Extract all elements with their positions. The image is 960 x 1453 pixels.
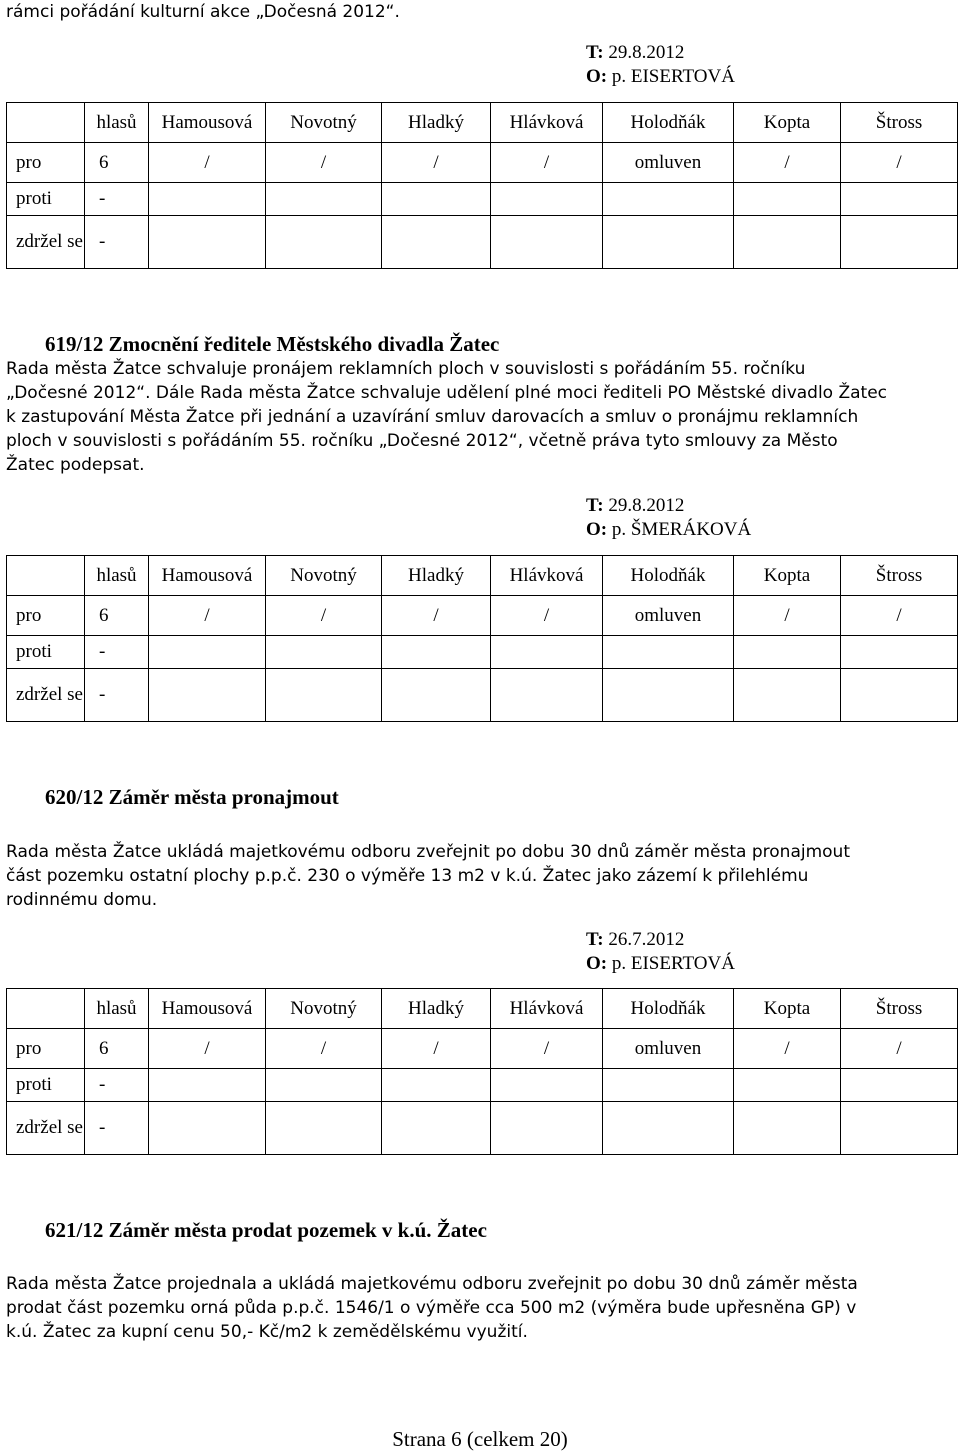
vote-row-zdrzel (7, 216, 958, 269)
vote-row-proti (7, 1069, 958, 1102)
vote-header-row (7, 989, 958, 1029)
vote-row-proti (7, 183, 958, 216)
resolution-text-620 (6, 840, 951, 912)
term-label: T: (586, 929, 604, 950)
vote-label-pro: pro (7, 1029, 85, 1069)
vote-cell: / (841, 143, 958, 183)
vote-label-pro: pro (7, 596, 85, 636)
vote-row-zdrzel (7, 669, 958, 722)
vote-header-cell: Hladký (382, 989, 491, 1029)
vote-cell: - (85, 669, 149, 722)
vote-cell (603, 636, 734, 669)
vote-cell (491, 1069, 603, 1102)
responsible-label: O: (586, 953, 608, 974)
vote-cell: omluven (603, 143, 734, 183)
vote-cell (266, 669, 382, 722)
vote-cell (149, 216, 266, 269)
vote-table-3 (6, 988, 958, 1155)
intro-line: rámci pořádání kulturní akce „Dočesná 2012“. (6, 2, 400, 22)
term-block-620 (586, 928, 735, 976)
vote-header-cell: Hamousová (149, 103, 266, 143)
vote-cell (149, 636, 266, 669)
vote-cell: / (149, 596, 266, 636)
vote-label-proti: proti (7, 1069, 85, 1102)
text-line: k zastupování Města Žatce při jednání a uzavírání smluv darovacích a smluv o pronájmu reklamních (6, 407, 859, 427)
vote-label-zdrzel: zdržel se (7, 669, 85, 722)
vote-cell (491, 216, 603, 269)
vote-cell: - (85, 636, 149, 669)
vote-cell: - (85, 183, 149, 216)
vote-header-cell: Štross (841, 989, 958, 1029)
vote-header-row (7, 103, 958, 143)
vote-row-pro (7, 596, 958, 636)
vote-cell: 6 (85, 596, 149, 636)
vote-row-pro (7, 1029, 958, 1069)
vote-cell (841, 216, 958, 269)
vote-header-empty (7, 103, 85, 143)
page-footer: Strana 6 (celkem 20) (392, 1427, 568, 1451)
vote-cell (382, 636, 491, 669)
text-line: prodat část pozemku orná půda p.p.č. 1546/1 o výměře cca 500 m2 (výměra bude upřesněna GP) v (6, 1298, 857, 1318)
vote-cell (382, 1069, 491, 1102)
vote-cell: 6 (85, 143, 149, 183)
resolution-heading-621: 621/12 Záměr města prodat pozemek v k.ú. Žatec (45, 1218, 487, 1242)
vote-header-cell: Novotný (266, 103, 382, 143)
vote-cell (734, 636, 841, 669)
vote-cell: omluven (603, 596, 734, 636)
vote-cell (266, 1069, 382, 1102)
vote-cell (149, 1102, 266, 1155)
vote-header-cell: Hlávková (491, 103, 603, 143)
text-line: Žatec podepsat. (6, 455, 145, 475)
vote-header-cell: hlasů (85, 103, 149, 143)
vote-cell (382, 669, 491, 722)
vote-cell (266, 183, 382, 216)
vote-cell (841, 1102, 958, 1155)
vote-header-cell: Kopta (734, 989, 841, 1029)
vote-cell (491, 669, 603, 722)
vote-header-cell: Hamousová (149, 556, 266, 596)
text-line: část pozemku ostatní plochy p.p.č. 230 o výměře 13 m2 v k.ú. Žatec jako zázemí k přilehlému (6, 866, 809, 886)
vote-header-cell: Hladký (382, 556, 491, 596)
vote-header-cell: Novotný (266, 556, 382, 596)
vote-cell (603, 1102, 734, 1155)
vote-cell: / (382, 1029, 491, 1069)
vote-header-cell: Štross (841, 103, 958, 143)
term-value: 29.8.2012 (608, 495, 685, 516)
vote-cell (603, 216, 734, 269)
responsible-label: O: (586, 519, 608, 540)
text-line: „Dočesné 2012“. Dále Rada města Žatce schvaluje udělení plné moci řediteli PO Městské divadlo Žatec (6, 383, 888, 403)
vote-row-zdrzel (7, 1102, 958, 1155)
vote-cell (841, 1069, 958, 1102)
vote-cell (734, 1102, 841, 1155)
responsible-value: p. EISERTOVÁ (611, 953, 735, 974)
vote-cell: - (85, 1069, 149, 1102)
vote-cell (841, 636, 958, 669)
term-label: T: (586, 42, 604, 63)
vote-cell: / (841, 596, 958, 636)
vote-label-pro: pro (7, 143, 85, 183)
vote-header-cell: Kopta (734, 556, 841, 596)
vote-label-proti: proti (7, 183, 85, 216)
vote-cell (603, 1069, 734, 1102)
vote-cell (841, 669, 958, 722)
vote-header-cell: Holodňák (603, 556, 734, 596)
vote-header-cell: hlasů (85, 556, 149, 596)
vote-cell (382, 216, 491, 269)
vote-header-cell: Hlávková (491, 989, 603, 1029)
vote-label-zdrzel: zdržel se (7, 216, 85, 269)
vote-cell (491, 1102, 603, 1155)
vote-cell: / (841, 1029, 958, 1069)
vote-cell: / (266, 1029, 382, 1069)
vote-header-empty (7, 989, 85, 1029)
vote-cell (734, 1069, 841, 1102)
intro-paragraph (6, 0, 951, 24)
vote-cell (491, 636, 603, 669)
term-value: 29.8.2012 (608, 42, 685, 63)
vote-cell: / (491, 143, 603, 183)
text-line: Rada města Žatce projednala a ukládá majetkovému odboru zveřejnit po dobu 30 dnů záměr města (6, 1274, 858, 1294)
vote-cell (734, 216, 841, 269)
vote-cell (266, 216, 382, 269)
vote-cell (149, 183, 266, 216)
vote-row-pro (7, 143, 958, 183)
vote-header-cell: Kopta (734, 103, 841, 143)
vote-cell (266, 1102, 382, 1155)
vote-cell: - (85, 1102, 149, 1155)
text-line: Rada města Žatce schvaluje pronájem reklamních ploch v souvislosti s pořádáním 55. ročníku (6, 359, 806, 379)
vote-cell (841, 183, 958, 216)
resolution-text-621 (6, 1272, 951, 1344)
resolution-heading-619: 619/12 Zmocnění ředitele Městského divadla Žatec (45, 332, 500, 356)
text-line: k.ú. Žatec za kupní cenu 50,- Kč/m2 k zemědělskému využití. (6, 1322, 528, 1342)
vote-header-cell: Hladký (382, 103, 491, 143)
vote-cell (491, 183, 603, 216)
vote-table-2 (6, 555, 958, 722)
text-line: Rada města Žatce ukládá majetkovému odboru zveřejnit po dobu 30 dnů záměr města pronajmout (6, 842, 850, 862)
vote-cell (266, 636, 382, 669)
vote-label-zdrzel: zdržel se (7, 1102, 85, 1155)
vote-header-cell: Štross (841, 556, 958, 596)
vote-header-empty (7, 556, 85, 596)
term-block-0 (586, 41, 735, 89)
vote-label-proti: proti (7, 636, 85, 669)
vote-cell (734, 669, 841, 722)
resolution-heading-620: 620/12 Záměr města pronajmout (45, 785, 339, 809)
vote-table-1 (6, 102, 958, 269)
vote-cell: / (149, 1029, 266, 1069)
vote-cell: / (382, 596, 491, 636)
responsible-label: O: (586, 66, 608, 87)
resolution-text-619 (6, 357, 951, 477)
vote-header-cell: Holodňák (603, 989, 734, 1029)
term-block-619 (586, 494, 751, 542)
vote-cell: - (85, 216, 149, 269)
vote-cell (603, 669, 734, 722)
vote-cell: / (734, 1029, 841, 1069)
vote-header-cell: Novotný (266, 989, 382, 1029)
vote-cell: / (734, 596, 841, 636)
vote-cell: / (149, 143, 266, 183)
vote-header-row (7, 556, 958, 596)
vote-cell (149, 1069, 266, 1102)
term-value: 26.7.2012 (608, 929, 685, 950)
vote-header-cell: Hlávková (491, 556, 603, 596)
vote-cell (382, 183, 491, 216)
vote-row-proti (7, 636, 958, 669)
vote-cell: 6 (85, 1029, 149, 1069)
vote-header-cell: Hamousová (149, 989, 266, 1029)
vote-cell: / (491, 1029, 603, 1069)
vote-cell (382, 1102, 491, 1155)
vote-cell (149, 669, 266, 722)
vote-cell: / (266, 596, 382, 636)
responsible-value: p. EISERTOVÁ (611, 66, 735, 87)
term-label: T: (586, 495, 604, 516)
vote-cell (603, 183, 734, 216)
vote-cell: / (734, 143, 841, 183)
vote-cell: / (266, 143, 382, 183)
vote-cell: omluven (603, 1029, 734, 1069)
vote-header-cell: Holodňák (603, 103, 734, 143)
vote-cell: / (491, 596, 603, 636)
text-line: ploch v souvislosti s pořádáním 55. ročníku „Dočesné 2012“, včetně práva tyto smlouvy za Město (6, 431, 838, 451)
vote-cell: / (382, 143, 491, 183)
text-line: rodinnému domu. (6, 890, 158, 910)
responsible-value: p. ŠMERÁKOVÁ (611, 519, 752, 540)
vote-header-cell: hlasů (85, 989, 149, 1029)
vote-cell (734, 183, 841, 216)
